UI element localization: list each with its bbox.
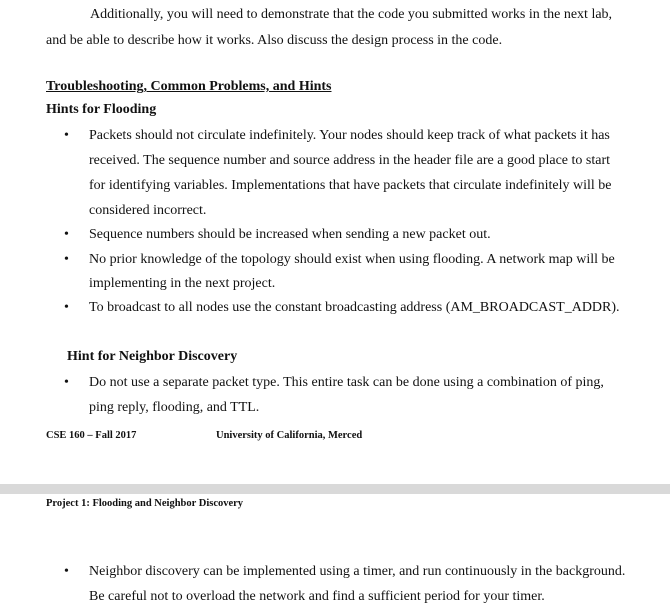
section-title: Troubleshooting, Common Problems, and Hints — [46, 79, 332, 94]
neighbor-bullet-1-line-1: Do not use a separate packet type. This entire task can be done using a combination of ping, — [89, 375, 604, 390]
flooding-bullet-1-line-2: received. The sequence number and source address in the header file are a good place to start — [89, 153, 611, 168]
flooding-heading: Hints for Flooding — [46, 102, 157, 117]
bullet-marker: • — [64, 300, 69, 315]
flooding-bullet-4-line-1: To broadcast to all nodes use the constant broadcasting address (AM_BROADCAST_ADDR). — [89, 300, 620, 315]
bullet-marker: • — [64, 252, 69, 267]
flooding-bullet-1-line-4: considered incorrect. — [89, 203, 207, 218]
bullet-marker: • — [64, 128, 69, 143]
flooding-bullet-3-line-1: No prior knowledge of the topology should exist when using flooding. A network map will be — [89, 252, 615, 267]
page-header: Project 1: Flooding and Neighbor Discovery — [46, 498, 244, 509]
neighbor-heading: Hint for Neighbor Discovery — [67, 349, 238, 364]
document-page-2 — [0, 494, 670, 613]
bullet-marker: • — [64, 564, 69, 579]
footer-course: CSE 160 – Fall 2017 — [46, 430, 137, 441]
page2-bullet-1-line-1: Neighbor discovery can be implemented using a timer, and run continuously in the background. — [89, 564, 626, 579]
intro-line-1: Additionally, you will need to demonstrate that the code you submitted works in the next lab, — [90, 7, 613, 22]
neighbor-bullet-1-line-2: ping reply, flooding, and TTL. — [89, 400, 260, 415]
footer-university: University of California, Merced — [216, 430, 363, 441]
flooding-bullet-2-line-1: Sequence numbers should be increased when sending a new packet out. — [89, 227, 491, 242]
page-separator — [0, 484, 670, 494]
bullet-marker: • — [64, 375, 69, 390]
flooding-bullet-1-line-3: for identifying variables. Implementations that have packets that circulate indefinitely will be — [89, 178, 612, 193]
intro-line-2: and be able to describe how it works. Also discuss the design process in the code. — [46, 33, 503, 48]
bullet-marker: • — [64, 227, 69, 242]
flooding-bullet-3-line-2: implementing in the next project. — [89, 276, 276, 291]
flooding-bullet-1-line-1: Packets should not circulate indefinitely. Your nodes should keep track of what packets it has — [89, 128, 610, 143]
page2-bullet-1-line-2: Be careful not to overload the network and find a sufficient period for your timer. — [89, 589, 545, 604]
